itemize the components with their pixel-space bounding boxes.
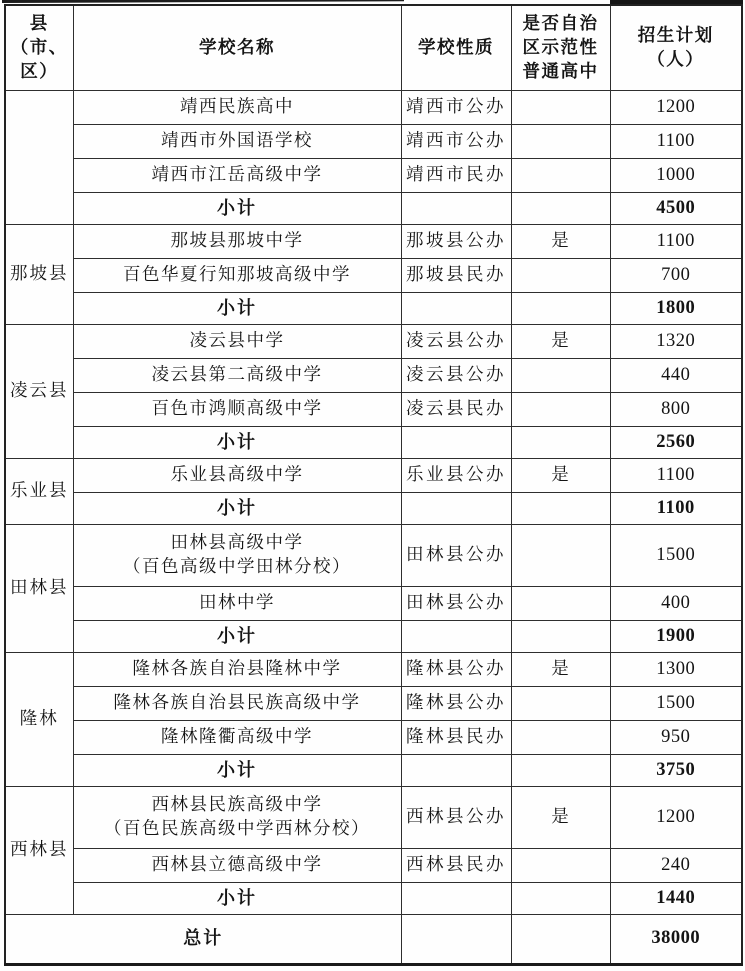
total-label-cell: 总计	[5, 914, 401, 964]
demonstration-cell	[511, 258, 610, 292]
subtotal-nature-empty-cell	[401, 754, 511, 786]
table-header	[5, 5, 742, 90]
subtotal-demo-empty-cell	[511, 426, 610, 458]
school-nature-cell: 田林县公办	[401, 524, 511, 586]
school-nature-cell: 凌云县民办	[401, 392, 511, 426]
school-name-cell: 隆林各族自治县隆林中学	[73, 652, 401, 686]
school-row	[5, 224, 742, 258]
school-name-cell: 靖西民族高中	[73, 90, 401, 124]
plan-cell: 1320	[610, 324, 742, 358]
school-row	[5, 652, 742, 686]
subtotal-value-cell: 1100	[610, 492, 742, 524]
school-name-cell: 田林县高级中学 （百色高级中学田林分校）	[73, 524, 401, 586]
school-nature-cell: 靖西市公办	[401, 90, 511, 124]
enrollment-plan-table	[4, 4, 743, 966]
subtotal-row	[5, 192, 742, 224]
plan-cell: 440	[610, 358, 742, 392]
school-row	[5, 458, 742, 492]
subtotal-row	[5, 292, 742, 324]
demonstration-cell	[511, 358, 610, 392]
school-nature-cell: 凌云县公办	[401, 324, 511, 358]
school-name-cell: 西林县民族高级中学 （百色民族高级中学西林分校）	[73, 786, 401, 848]
school-row	[5, 158, 742, 192]
subtotal-label-cell: 小计	[73, 620, 401, 652]
demonstration-cell: 是	[511, 324, 610, 358]
school-row	[5, 720, 742, 754]
demonstration-cell: 是	[511, 786, 610, 848]
county-cell: 西林县	[5, 786, 73, 914]
subtotal-label-cell: 小计	[73, 492, 401, 524]
school-row	[5, 786, 742, 848]
subtotal-label-cell: 小计	[73, 192, 401, 224]
subtotal-nature-empty-cell	[401, 882, 511, 914]
demonstration-cell	[511, 686, 610, 720]
school-nature-cell: 田林县公办	[401, 586, 511, 620]
subtotal-demo-empty-cell	[511, 192, 610, 224]
demonstration-cell: 是	[511, 652, 610, 686]
county-cell: 田林县	[5, 524, 73, 652]
county-cell: 那坡县	[5, 224, 73, 324]
school-row	[5, 124, 742, 158]
plan-cell: 950	[610, 720, 742, 754]
school-name-cell: 凌云县第二高级中学	[73, 358, 401, 392]
demonstration-cell	[511, 158, 610, 192]
subtotal-nature-empty-cell	[401, 492, 511, 524]
county-cell: 凌云县	[5, 324, 73, 458]
subtotal-demo-empty-cell	[511, 292, 610, 324]
plan-cell: 1500	[610, 686, 742, 720]
school-name-cell: 乐业县高级中学	[73, 458, 401, 492]
total-demo-empty-cell	[511, 914, 610, 964]
plan-cell: 1200	[610, 786, 742, 848]
school-nature-cell: 西林县民办	[401, 848, 511, 882]
subtotal-value-cell: 1440	[610, 882, 742, 914]
column-header-county: 县（市、 区）	[5, 5, 73, 90]
demonstration-cell: 是	[511, 458, 610, 492]
subtotal-row	[5, 754, 742, 786]
subtotal-row	[5, 620, 742, 652]
school-nature-cell: 靖西市公办	[401, 124, 511, 158]
subtotal-demo-empty-cell	[511, 620, 610, 652]
subtotal-demo-empty-cell	[511, 492, 610, 524]
subtotal-nature-empty-cell	[401, 292, 511, 324]
school-row	[5, 686, 742, 720]
subtotal-value-cell: 1900	[610, 620, 742, 652]
total-value-cell: 38000	[610, 914, 742, 964]
plan-cell: 1500	[610, 524, 742, 586]
plan-cell: 700	[610, 258, 742, 292]
school-name-cell: 百色市鸿顺高级中学	[73, 392, 401, 426]
subtotal-nature-empty-cell	[401, 192, 511, 224]
school-row	[5, 392, 742, 426]
school-nature-cell: 隆林县公办	[401, 686, 511, 720]
demonstration-cell	[511, 90, 610, 124]
subtotal-label-cell: 小计	[73, 882, 401, 914]
header-row	[5, 5, 742, 90]
demonstration-cell	[511, 392, 610, 426]
school-name-cell: 西林县立德高级中学	[73, 848, 401, 882]
demonstration-cell	[511, 124, 610, 158]
subtotal-value-cell: 2560	[610, 426, 742, 458]
school-nature-cell: 乐业县公办	[401, 458, 511, 492]
table-body	[5, 90, 742, 964]
column-header-school-nature: 学校性质	[401, 5, 511, 90]
school-name-cell: 隆林隆衢高级中学	[73, 720, 401, 754]
school-nature-cell: 靖西市民办	[401, 158, 511, 192]
school-row	[5, 358, 742, 392]
plan-cell: 1100	[610, 224, 742, 258]
subtotal-nature-empty-cell	[401, 620, 511, 652]
demonstration-cell	[511, 586, 610, 620]
school-name-cell: 靖西市江岳高级中学	[73, 158, 401, 192]
school-name-cell: 隆林各族自治县民族高级中学	[73, 686, 401, 720]
school-nature-cell: 隆林县民办	[401, 720, 511, 754]
scan-artifact-top-left-line	[2, 0, 404, 3]
county-cell	[5, 90, 73, 224]
plan-cell: 240	[610, 848, 742, 882]
subtotal-row	[5, 426, 742, 458]
school-row	[5, 848, 742, 882]
school-nature-cell: 那坡县公办	[401, 224, 511, 258]
school-row	[5, 90, 742, 124]
school-name-cell: 那坡县那坡中学	[73, 224, 401, 258]
demonstration-cell	[511, 848, 610, 882]
plan-cell: 400	[610, 586, 742, 620]
subtotal-nature-empty-cell	[401, 426, 511, 458]
column-header-demonstration: 是否自治 区示范性 普通高中	[511, 5, 610, 90]
plan-cell: 1300	[610, 652, 742, 686]
plan-cell: 800	[610, 392, 742, 426]
demonstration-cell	[511, 524, 610, 586]
school-nature-cell: 那坡县民办	[401, 258, 511, 292]
subtotal-value-cell: 1800	[610, 292, 742, 324]
plan-cell: 1000	[610, 158, 742, 192]
subtotal-label-cell: 小计	[73, 754, 401, 786]
school-name-cell: 百色华夏行知那坡高级中学	[73, 258, 401, 292]
demonstration-cell	[511, 720, 610, 754]
school-name-cell: 靖西市外国语学校	[73, 124, 401, 158]
school-row	[5, 586, 742, 620]
column-header-enrollment-plan: 招生计划 （人）	[610, 5, 742, 90]
column-header-school-name: 学校名称	[73, 5, 401, 90]
school-name-cell: 凌云县中学	[73, 324, 401, 358]
total-nature-empty-cell	[401, 914, 511, 964]
subtotal-label-cell: 小计	[73, 292, 401, 324]
plan-cell: 1200	[610, 90, 742, 124]
demonstration-cell: 是	[511, 224, 610, 258]
school-name-cell: 田林中学	[73, 586, 401, 620]
school-row	[5, 524, 742, 586]
subtotal-demo-empty-cell	[511, 882, 610, 914]
subtotal-row	[5, 492, 742, 524]
county-cell: 乐业县	[5, 458, 73, 524]
school-nature-cell: 西林县公办	[401, 786, 511, 848]
subtotal-value-cell: 4500	[610, 192, 742, 224]
school-row	[5, 324, 742, 358]
school-nature-cell: 隆林县公办	[401, 652, 511, 686]
plan-cell: 1100	[610, 458, 742, 492]
subtotal-row	[5, 882, 742, 914]
school-nature-cell: 凌云县公办	[401, 358, 511, 392]
plan-cell: 1100	[610, 124, 742, 158]
subtotal-demo-empty-cell	[511, 754, 610, 786]
subtotal-label-cell: 小计	[73, 426, 401, 458]
county-cell: 隆林	[5, 652, 73, 786]
school-row	[5, 258, 742, 292]
subtotal-value-cell: 3750	[610, 754, 742, 786]
total-row	[5, 914, 742, 964]
